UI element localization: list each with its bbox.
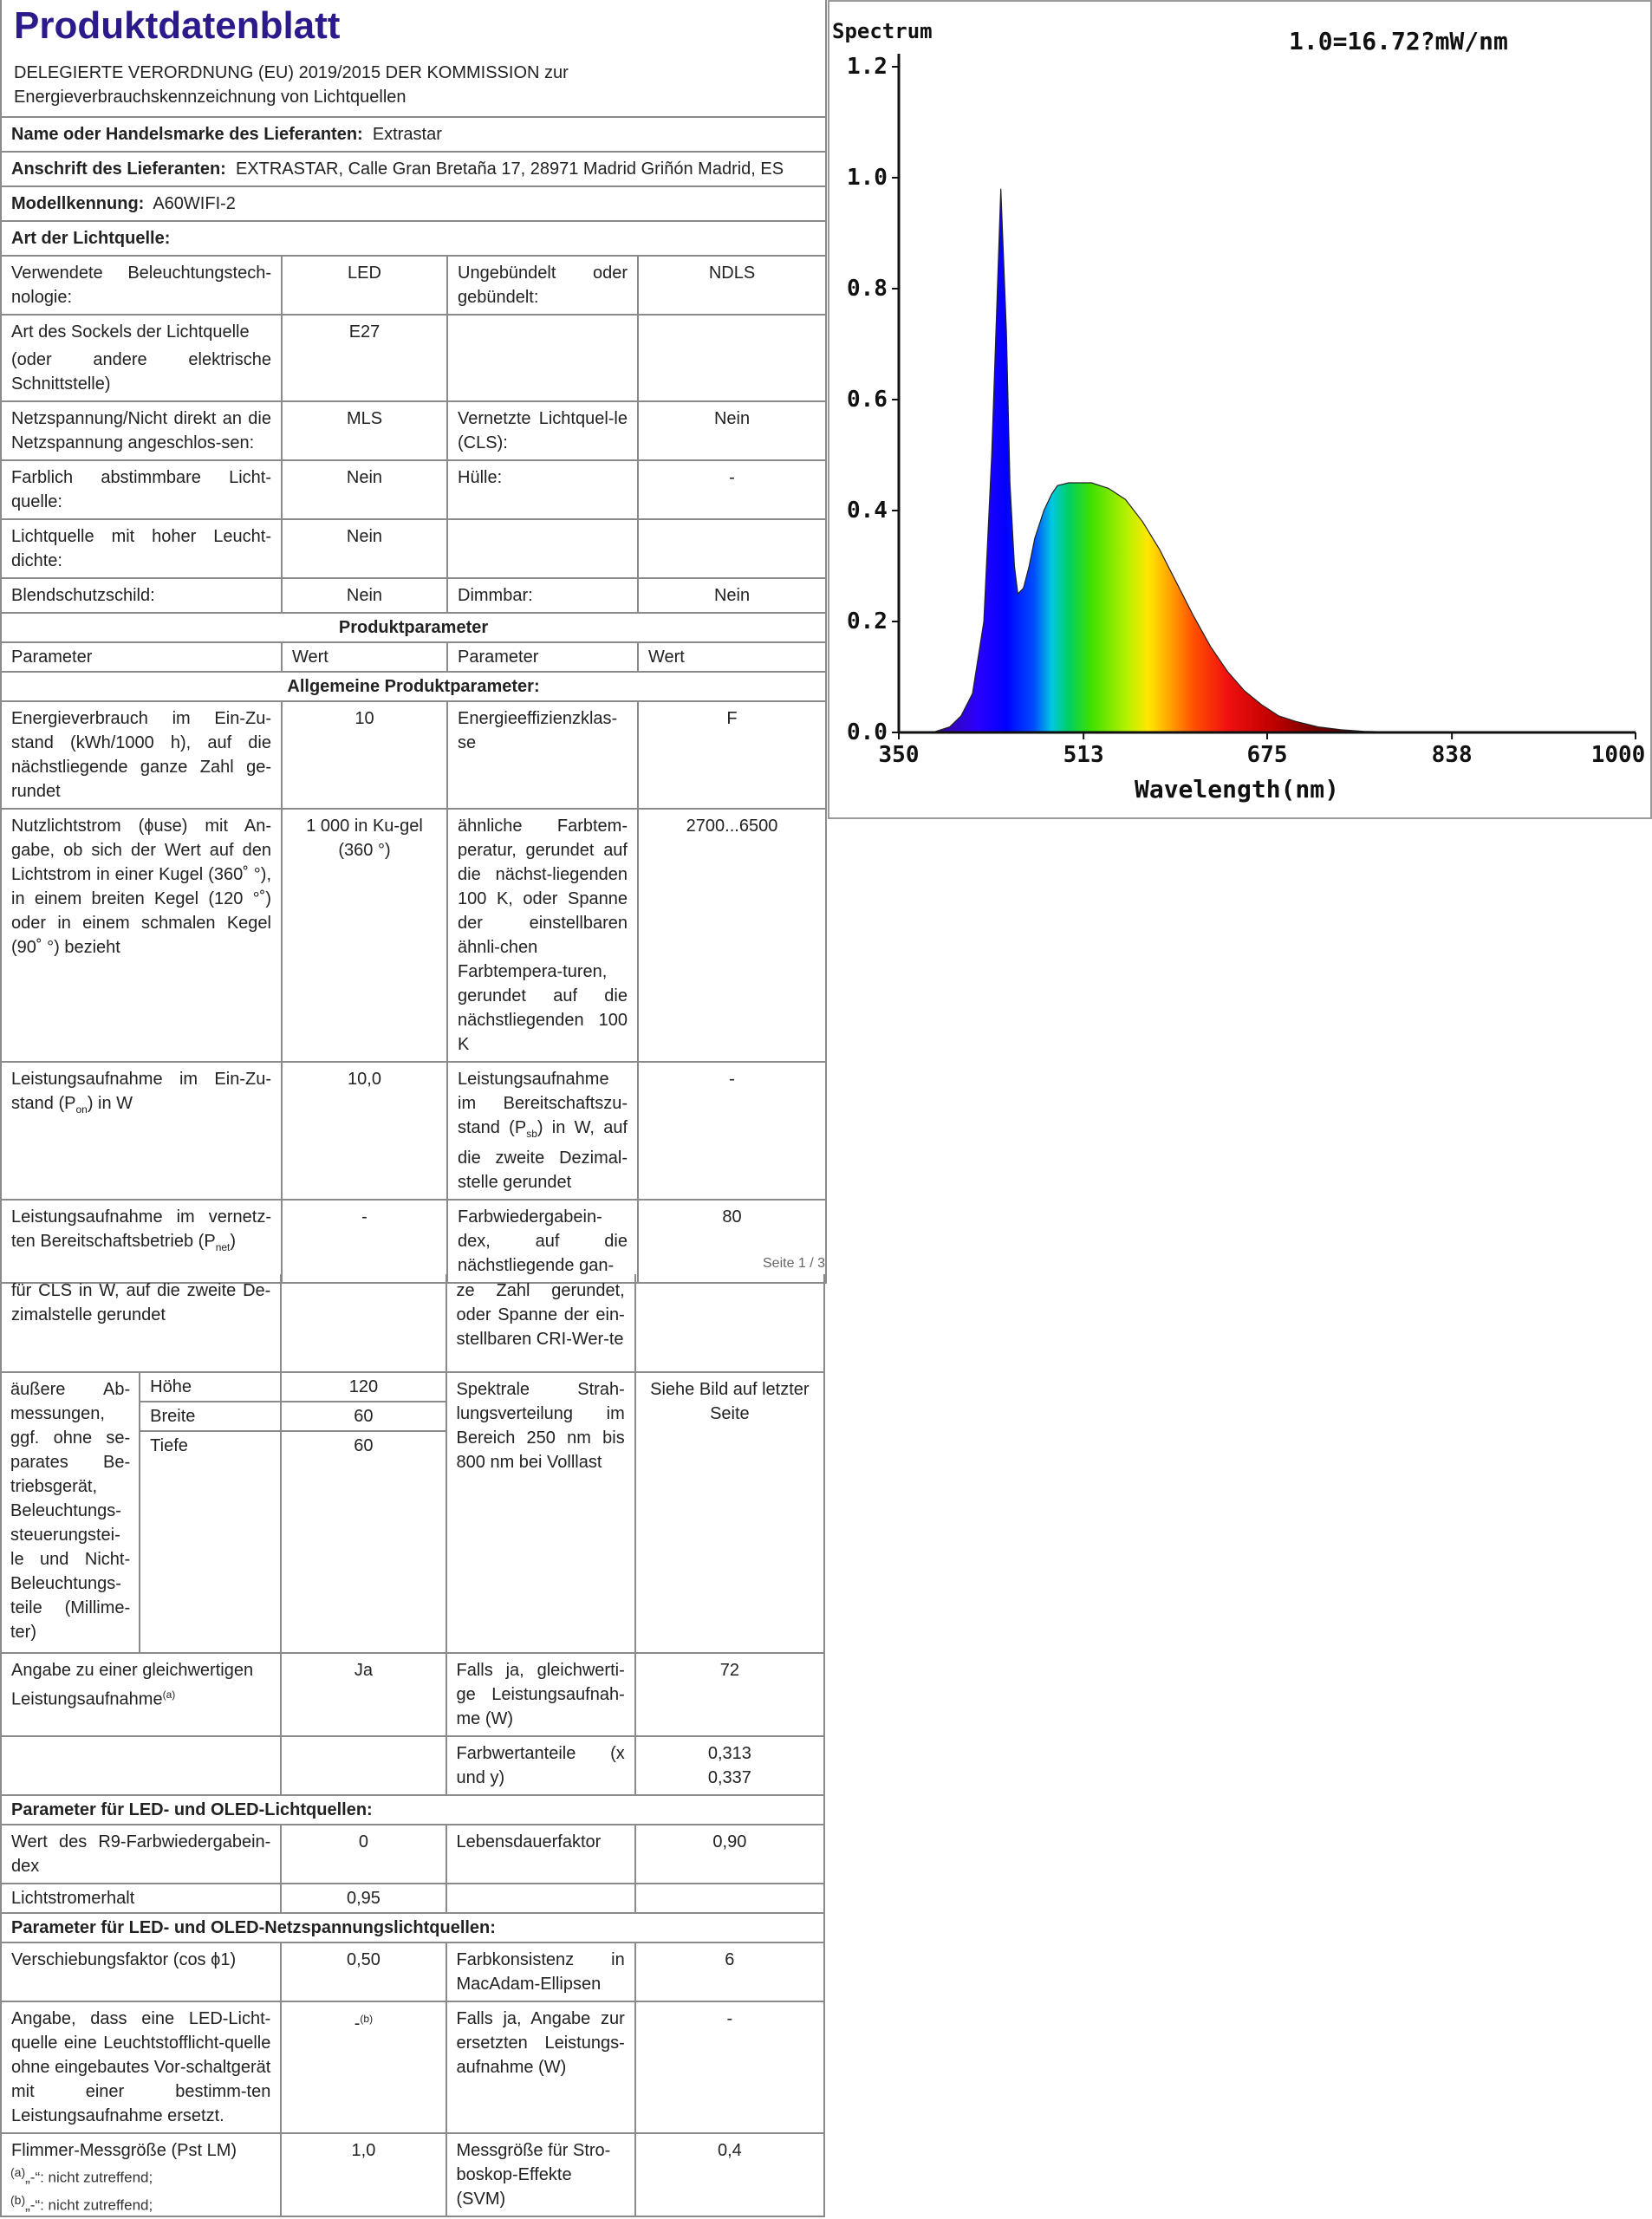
table-row: [1, 701, 826, 809]
label-text: ) in W: [87, 1094, 133, 1113]
dimension-label: Höhe: [140, 1372, 281, 1402]
spectrum-chart: [828, 0, 1652, 819]
param-value: [638, 519, 826, 578]
param-value: -: [638, 1062, 826, 1200]
subscript: net: [215, 1241, 231, 1253]
supplier-address-row: [1, 152, 826, 186]
param-value: [281, 2001, 446, 2133]
table-row: [1, 1372, 824, 1402]
param-value: 10: [282, 701, 447, 809]
param-label: Netzspannung/Nicht direkt an die Netzspannung angeschlos-sen:: [1, 401, 282, 460]
param-value: [635, 1274, 824, 1372]
param-label-line: (oder andere elektrische Schnittstelle): [11, 350, 271, 394]
param-label: Vernetzte Lichtquel-le (CLS):: [447, 401, 638, 460]
label-text: Leistungsaufnahme im Ein-Zu-stand (P: [11, 1070, 271, 1113]
param-value: [638, 315, 826, 401]
column-header: Wert: [638, 642, 826, 672]
product-params-header: Produktparameter: [1, 613, 826, 642]
param-value: Ja: [281, 1653, 446, 1736]
supplier-name-label: Name oder Handelsmarke des Lieferanten:: [11, 125, 363, 144]
param-label: ze Zahl gerundet, oder Spanne der ein-stellbaren CRI-Wer-te: [446, 1274, 635, 1372]
label-text: Angabe zu einer gleichwertigen Leistungsaufnahme: [11, 1661, 254, 1709]
param-value: -: [638, 460, 826, 519]
param-value: 6: [635, 1942, 824, 2001]
dimensions-label: äußere Ab-messungen, ggf. ohne se-parates Be-triebsgerät, Beleuchtungs-steuerungstei-le und Nicht-Beleuchtungs-teile (Millime-ter): [1, 1372, 140, 1653]
dimension-value: 120: [281, 1372, 446, 1402]
param-value: MLS: [282, 401, 447, 460]
table-row: [1, 578, 826, 613]
param-value: [281, 1274, 446, 1372]
label-text: Leistungsaufnahme im vernetz-ten Bereitschaftsbetrieb (P: [11, 1207, 271, 1251]
datasheet-table-2: [0, 1274, 825, 2217]
param-value: 2700...6500: [638, 809, 826, 1062]
footnote-a: [10, 2165, 153, 2187]
chromaticity-x: 0,313: [707, 1744, 751, 1763]
chromaticity-y: 0,337: [707, 1768, 751, 1787]
x-tick-label: 350: [878, 742, 920, 768]
param-label: Spektrale Strah-lungsverteilung im Bereich 250 nm bis 800 nm bei Volllast: [446, 1372, 635, 1653]
param-value: E27: [282, 315, 447, 401]
mls-params-header: Parameter für LED- und OLED-Netzspannungslichtquellen:: [1, 1913, 824, 1942]
footnote-mark: (a): [162, 1689, 176, 1701]
param-value: 1 000 in Ku-gel (360 °): [282, 809, 447, 1062]
x-tick-label: 838: [1431, 742, 1473, 768]
param-label: Lichtquelle mit hoher Leucht-dichte:: [1, 519, 282, 578]
param-label: Dimmbar:: [447, 578, 638, 613]
param-label: [447, 1062, 638, 1200]
param-label: Ungebündelt oder gebündelt:: [447, 256, 638, 315]
param-value: 10,0: [282, 1062, 447, 1200]
param-label: Farbwiedergabein-dex, auf die nächstliegende gan-: [447, 1200, 638, 1283]
supplier-name-row: [1, 117, 826, 152]
param-label: Blendschutzschild:: [1, 578, 282, 613]
y-tick-label: 1.2: [847, 54, 888, 80]
datasheet-page-2: [0, 1274, 825, 2217]
param-label: [1, 1062, 282, 1200]
chart-annotation: 1.0=16.72?mW/nm: [1289, 27, 1508, 55]
param-label: [447, 315, 638, 401]
param-label: Nutzlichtstrom (ϕuse) mit An-gabe, ob sich der Wert auf den Lichtstrom in einer Kugel (360˚ °), in einem breiten Kegel (120 °˚) oder in einem schmalen Kegel (90˚ °) bezieht: [1, 809, 282, 1062]
regulation-text: DELEGIERTE VERORDNUNG (EU) 2019/2015 DER KOMMISSION zur Energieverbrauchskennzeichnung von Lichtquellen: [14, 63, 569, 107]
y-tick-label: 1.0: [847, 165, 888, 191]
param-value: Nein: [638, 578, 826, 613]
column-header: Wert: [282, 642, 447, 672]
param-label: für CLS in W, auf die zweite De-zimalstelle gerundet: [1, 1274, 281, 1372]
lightsource-type-header: Art der Lichtquelle:: [1, 221, 826, 256]
table-row: [1, 1884, 824, 1913]
dimension-label: Tiefe: [140, 1431, 281, 1653]
param-value: 0,90: [635, 1825, 824, 1884]
param-label: Wert des R9-Farbwiedergabein-dex: [1, 1825, 281, 1884]
table-row: [1, 256, 826, 315]
dimension-value: 60: [281, 1431, 446, 1653]
x-tick-label: 1000: [1590, 742, 1646, 768]
value-text: -: [354, 2014, 361, 2034]
footnote-text: „-“: nicht zutreffend;: [25, 2169, 153, 2186]
param-value: Nein: [282, 519, 447, 578]
footnote-mark: (b): [10, 2193, 26, 2207]
param-value: 80: [638, 1200, 826, 1283]
y-tick-label: 0.6: [847, 387, 888, 413]
param-label: Farblich abstimmbare Licht-quelle:: [1, 460, 282, 519]
column-header: Parameter: [1, 642, 282, 672]
param-label: Falls ja, gleichwerti-ge Leistungsaufnah-me (W): [446, 1653, 635, 1736]
y-tick-label: 0.4: [847, 498, 888, 524]
param-label: Angabe, dass eine LED-Licht-quelle eine Leuchtstofflicht-quelle ohne eingebautes Vor-schaltgerät mit einer bestimm-ten Leistungsaufnahme ersetzt.: [1, 2001, 281, 2133]
subscript: sb: [526, 1128, 537, 1140]
footnote-text: „-“: nicht zutreffend;: [25, 2196, 153, 2214]
param-label-line: Art des Sockels der Lichtquelle: [11, 322, 250, 342]
param-value: LED: [282, 256, 447, 315]
y-tick-label: 0.2: [847, 608, 888, 634]
footnote-mark: (b): [360, 2013, 374, 2025]
model-label: Modellkennung:: [11, 194, 145, 213]
y-tick-label: 0.0: [847, 719, 888, 745]
param-value: 0,95: [281, 1884, 446, 1913]
param-value: Siehe Bild auf letzter Seite: [635, 1372, 824, 1653]
table-row: [1, 401, 826, 460]
param-label: Verwendete Beleuchtungstech-nologie:: [1, 256, 282, 315]
column-header: Parameter: [447, 642, 638, 672]
param-label: Energieeffizienzklas-se: [447, 701, 638, 809]
dimension-value: 60: [281, 1402, 446, 1431]
chart-title: Spectrum: [832, 19, 933, 43]
label-text: ) in W, auf die zweite Dezimal-stelle gerundet: [458, 1118, 628, 1192]
param-label: Energieverbrauch im Ein-Zu-stand (kWh/1000 h), auf die nächstliegende ganze Zahl ge-rundet: [1, 701, 282, 809]
table-row: [1, 1274, 824, 1372]
param-value: -: [282, 1200, 447, 1283]
param-label: Hülle:: [447, 460, 638, 519]
page-title: Produktdatenblatt: [14, 4, 341, 47]
param-value: 0,50: [281, 1942, 446, 2001]
param-label: [1, 315, 282, 401]
led-params-header: Parameter für LED- und OLED-Lichtquellen:: [1, 1795, 824, 1825]
page-number: Seite 1 / 3: [763, 1256, 826, 1271]
table-row: [1, 1825, 824, 1884]
dimension-label: Breite: [140, 1402, 281, 1431]
model-id: A60WIFI-2: [153, 194, 236, 213]
param-label: Farbkonsistenz in MacAdam-Ellipsen: [446, 1942, 635, 2001]
param-label: Verschiebungsfaktor (cos ϕ1): [1, 1942, 281, 2001]
table-row: [1, 1653, 824, 1736]
param-value: Nein: [638, 401, 826, 460]
supplier-name: Extrastar: [372, 125, 442, 144]
param-value: F: [638, 701, 826, 809]
table-row: [1, 2001, 824, 2133]
table-row: [1, 809, 826, 1062]
param-label: [1, 1736, 281, 1795]
supplier-address-label: Anschrift des Lieferanten:: [11, 159, 226, 179]
param-value: [281, 1736, 446, 1795]
column-header-row: [1, 642, 826, 672]
param-label: ähnliche Farbtem-peratur, gerundet auf die nächst-liegenden 100 K, oder Spanne der einstellbaren ähnli-chen Farbtempera-turen, gerundet auf die nächstliegenden 100 K: [447, 809, 638, 1062]
header-cell: [1, 0, 826, 117]
x-axis-label: Wavelength(nm): [1134, 775, 1340, 804]
table-row: [1, 460, 826, 519]
footnote-b: [10, 2193, 153, 2215]
param-value: -: [635, 2001, 824, 2133]
param-label: [446, 1884, 635, 1913]
x-tick-label: 675: [1246, 742, 1288, 768]
table-row: [1, 1736, 824, 1795]
param-label: [447, 519, 638, 578]
param-value: 0: [281, 1825, 446, 1884]
param-value: 1,0: [281, 2133, 446, 2216]
datasheet-table-1: [0, 0, 827, 1284]
label-text: Leistungsaufnahme im Bereitschaftszu-stand (P: [458, 1070, 628, 1137]
param-value: [635, 1736, 824, 1795]
param-label: Farbwertanteile (x und y): [446, 1736, 635, 1795]
general-params-header: Allgemeine Produktparameter:: [1, 672, 826, 701]
param-value: Nein: [282, 460, 447, 519]
spectrum-area: [933, 189, 1488, 732]
param-label: Messgröße für Stro-boskop-Effekte (SVM): [446, 2133, 635, 2216]
spectrum-chart-svg: [829, 2, 1650, 817]
param-value: NDLS: [638, 256, 826, 315]
supplier-address: EXTRASTAR, Calle Gran Bretaña 17, 28971 Madrid Griñón Madrid, ES: [235, 159, 784, 179]
param-value: Nein: [282, 578, 447, 613]
table-row: [1, 519, 826, 578]
param-label: Lichtstromerhalt: [1, 1884, 281, 1913]
subscript: on: [75, 1103, 88, 1116]
param-label: Lebensdauerfaktor: [446, 1825, 635, 1884]
table-row: [1, 1200, 826, 1283]
footnote-mark: (a): [10, 2165, 26, 2179]
param-label: Falls ja, Angabe zur ersetzten Leistungs-aufnahme (W): [446, 2001, 635, 2133]
param-label: [1, 1653, 281, 1736]
table-row: [1, 315, 826, 401]
label-text: ): [230, 1232, 237, 1251]
x-tick-label: 513: [1063, 742, 1104, 768]
param-label: [1, 1200, 282, 1283]
param-label: Flimmer-Messgröße (Pst LM): [1, 2133, 281, 2216]
model-row: [1, 186, 826, 221]
y-tick-label: 0.8: [847, 276, 888, 302]
param-value: [635, 1884, 824, 1913]
table-row: [1, 1942, 824, 2001]
param-value: 72: [635, 1653, 824, 1736]
table-row: [1, 1062, 826, 1200]
param-value: 0,4: [635, 2133, 824, 2216]
